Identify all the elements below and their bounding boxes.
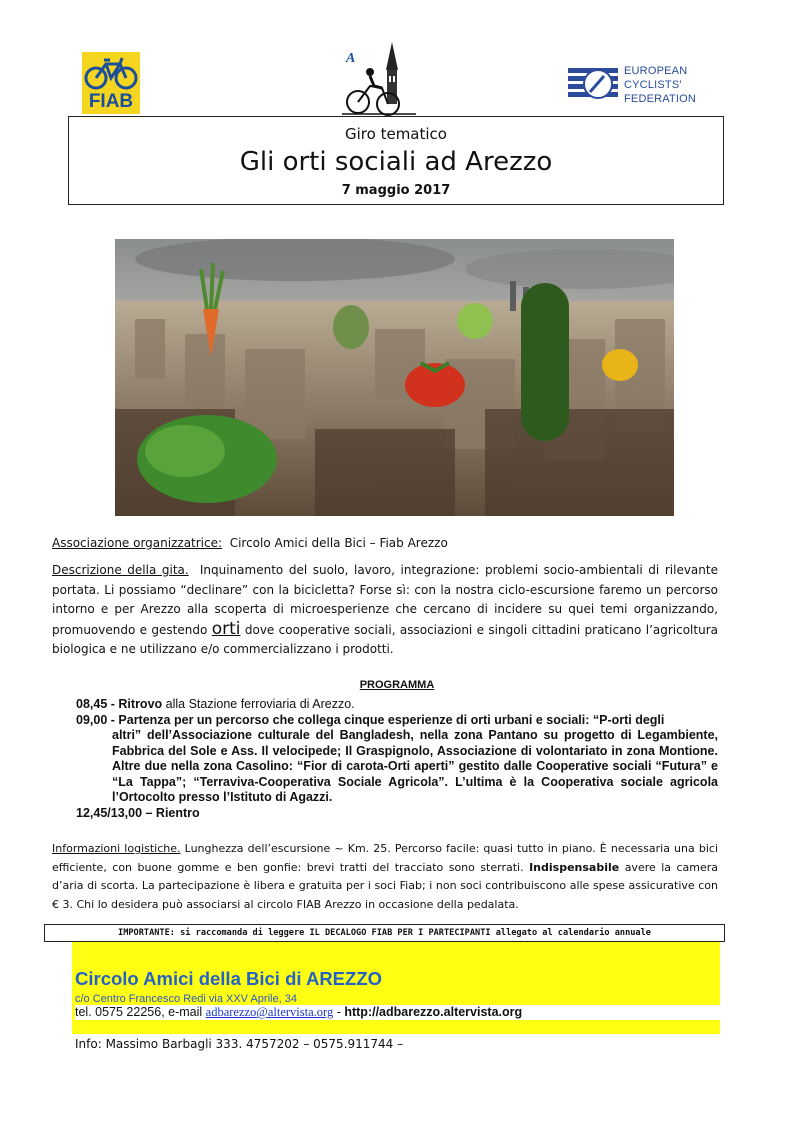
organizer-line xyxy=(52,534,718,554)
title-kicker: Giro tematico xyxy=(345,125,447,143)
program-list xyxy=(76,697,718,821)
description-text-2: dove cooperative sociali, associazioni e singoli cittadini praticano l’agricoltura biologica e ne utilizzano e/o commercializzano i prodotti. xyxy=(52,622,718,656)
ecf-logo-text xyxy=(624,64,696,106)
organizer-value: Circolo Amici della Bici – Fiab Arezzo xyxy=(229,536,448,550)
arezzo-club-logo xyxy=(340,40,418,118)
club-address: c/o Centro Francesco Redi via XXV Aprile, 34 xyxy=(75,993,297,1005)
description-highlight: orti xyxy=(211,618,241,639)
club-stripe xyxy=(72,1034,720,1036)
program-item-text-continued: altri” dell’Associazione culturale del Bangladesh, nella zona Pantano su progetto di Legambiente, Fabbrica del Sole e Ass. Il velocipede; Il Graspignolo, Associazione di volontariato in zona Montione. Altre due nella zona Casolino: “Fior di carota-Orti aperti” gestito dalle Cooperative sociali “Futura” e “La Tappa”; “Terraviva-Cooperativa Sociale Agricola”. L’ultima è la Cooperativa sociale agricola l’Ortocolto presso l’Istituto di Agazzi. xyxy=(112,728,718,804)
description-label: Descrizione della gita. xyxy=(52,563,189,577)
bicycle-icon xyxy=(82,52,140,94)
logistics-text-2: avere la camera d’aria di scorta. La partecipazione è libera e gratuita per i soci Fiab; i non soci contribuiscono alle spese assicurative con € 3. Chi lo desidera può associarsi al circolo FIAB Arezzo in occasione della pedalata. xyxy=(52,860,719,911)
fiab-logo-text: FIAB xyxy=(88,91,134,112)
program-item: 12,45/13,00 – Rientro xyxy=(76,805,200,820)
event-date: 7 maggio 2017 xyxy=(341,183,451,198)
cyclist-tower-icon xyxy=(340,40,418,118)
club-contacts xyxy=(75,1005,720,1020)
program-title: PROGRAMMA xyxy=(359,679,435,691)
ecf-line-3: FEDERATION xyxy=(624,93,697,105)
logistics-bold: Indispensabile xyxy=(529,860,620,874)
logistics-text-1: Lunghezza dell’escursione ~ Km. 25. Percorso facile: quasi tutto in piano. È necessaria una bici efficiente, con buone gomme e ben gonfie: brevi tratti del tracciato sono sterrati. xyxy=(52,842,718,874)
program-item-text: Partenza per un percorso che collega cinque esperienze di orti urbani e sociali: “P-orti degli xyxy=(118,712,665,727)
program-item-time: 09,00 - xyxy=(76,712,115,727)
ecf-line-2: CYCLISTS' xyxy=(624,79,682,91)
club-email-link[interactable]: adbarezzo@altervista.org xyxy=(205,1005,334,1019)
logistics-label: Informazioni logistiche. xyxy=(52,842,181,855)
hero-image xyxy=(115,239,674,516)
ecf-line-1: EUROPEAN xyxy=(624,65,688,77)
club-separator: - xyxy=(336,1005,341,1019)
program-item-text: alla Stazione ferroviaria di Arezzo. xyxy=(165,697,355,711)
page-title: Gli orti sociali ad Arezzo xyxy=(239,147,553,177)
program-item-time: 08,45 - xyxy=(76,697,115,711)
title-box xyxy=(68,116,724,205)
important-notice: IMPORTANTE: si raccomanda di leggere IL DECALOGO FIAB PER I PARTECIPANTI allegato al calendario annuale xyxy=(44,924,725,942)
program-item xyxy=(76,713,718,806)
ecf-logo xyxy=(566,62,706,112)
club-tel: tel. 0575 22256, e-mail xyxy=(75,1005,203,1019)
program-item-title: Ritrovo xyxy=(118,697,163,711)
organizer-label: Associazione organizzatrice: xyxy=(52,536,223,550)
description-text-1: Inquinamento del suolo, lavoro, integrazione: problemi socio-ambientali di rilevante portata. Li possiamo “declinare” con la bicicletta? Forse sì: con la nostra ciclo-escursione faremo un percorso intorno e per Arezzo alla scoperta di microesperienze che cercano di incidere su quei temi organizzando, promuovendo e gestendo xyxy=(52,563,718,637)
club-block xyxy=(72,942,720,1036)
club-name: Circolo Amici della Bici di AREZZO xyxy=(75,968,383,989)
contact-info: Info: Massimo Barbagli 333. 4757202 – 0575.911744 – xyxy=(75,1037,404,1051)
logistics xyxy=(52,840,718,914)
club-website-link[interactable]: http://adbarezzo.altervista.org xyxy=(344,1005,523,1019)
fiab-logo xyxy=(82,52,140,114)
ecf-emblem-icon xyxy=(566,62,622,108)
program-item xyxy=(76,697,718,713)
description xyxy=(52,561,718,660)
svg-text:A: A xyxy=(346,51,356,66)
